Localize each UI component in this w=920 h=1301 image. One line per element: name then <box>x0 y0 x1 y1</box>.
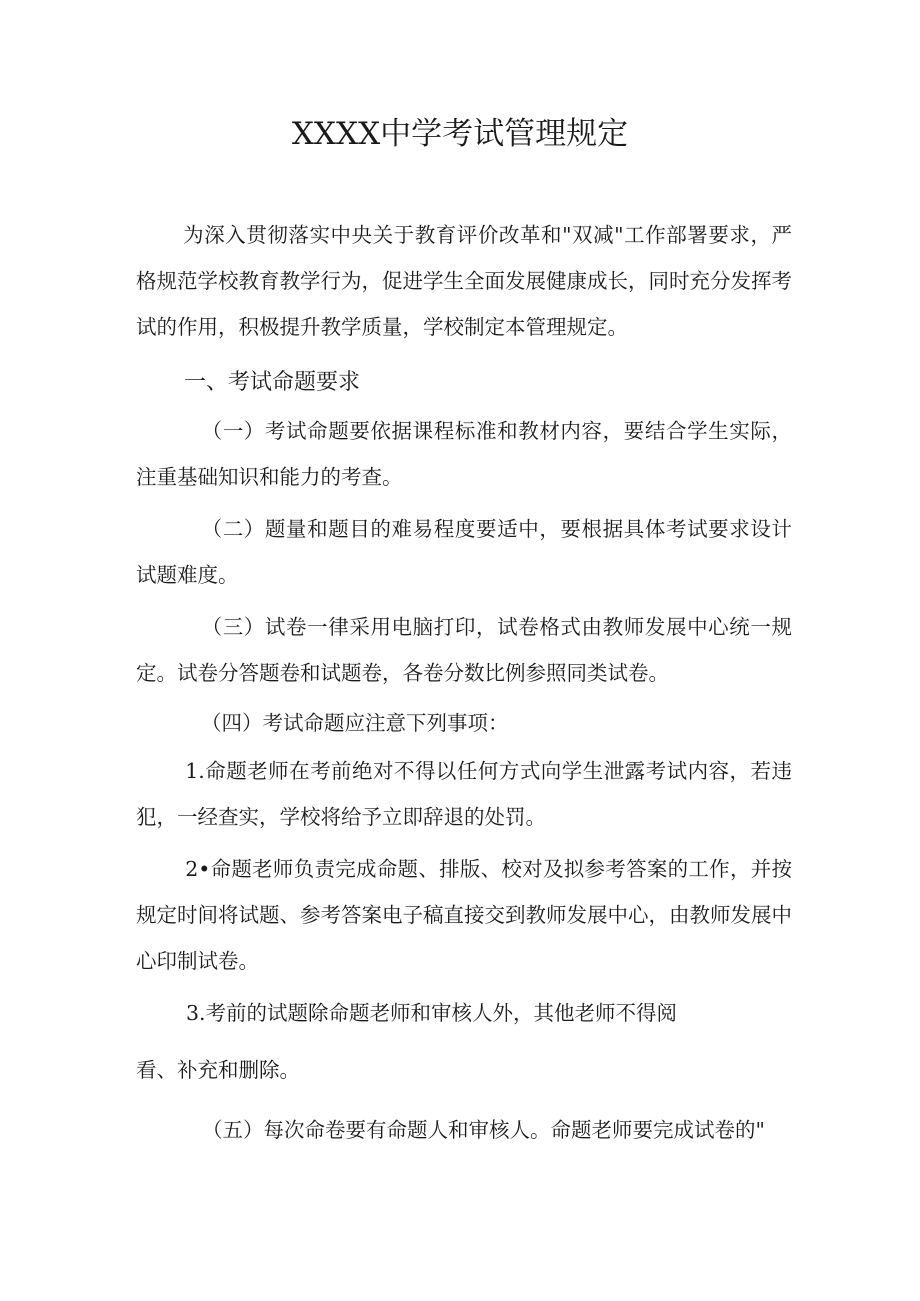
intro-paragraph: 为深入贯彻落实中央关于教育评价改革和"双减"工作部署要求，严格规范学校教育教学行为，促进学生全面发展健康成长，同时充分发挥考试的作用，积极提升教学质量，学校制定本管理规定。 <box>136 223 792 339</box>
sub-item-paragraph-3-line-1: 3.考前的试题除命题老师和审核人外，其他老师不得阅 <box>186 1001 678 1025</box>
sub-item-paragraph-3-line-2: 看、补充和删除。 <box>136 1058 300 1082</box>
section-heading: 一、考试命题要求 <box>184 370 361 395</box>
document-title: XXXX中学考试管理规定 <box>291 116 629 152</box>
item-paragraph-1: （一）考试命题要依据课程标准和教材内容，要结合学生实际，注重基础知识和能力的考查。 <box>136 419 792 489</box>
item-paragraph-4: （四）考试命题应注意下列事项： <box>201 711 509 735</box>
sub-item-paragraph-1: 1.命题老师在考前绝对不得以任何方式向学生泄露考试内容，若违犯，一经查实，学校将给予立即辞退的处罚。 <box>136 759 792 829</box>
item-paragraph-2: （二）题量和题目的难易程度要适中，要根据具体考试要求设计试题难度。 <box>136 517 792 587</box>
item-paragraph-3: （三）试卷一律采用电脑打印，试卷格式由教师发展中心统一规定。试卷分答题卷和试题卷，各卷分数比例参照同类试卷。 <box>136 615 792 685</box>
sub-item-paragraph-2: 2•命题老师负责完成命题、排版、校对及拟参考答案的工作，并按规定时间将试题、参考答案电子稿直接交到教师发展中心，由教师发展中心印制试卷。 <box>136 857 792 973</box>
item-paragraph-5: （五）每次命卷要有命题人和审核人。命题老师要完成试卷的" <box>202 1118 765 1142</box>
